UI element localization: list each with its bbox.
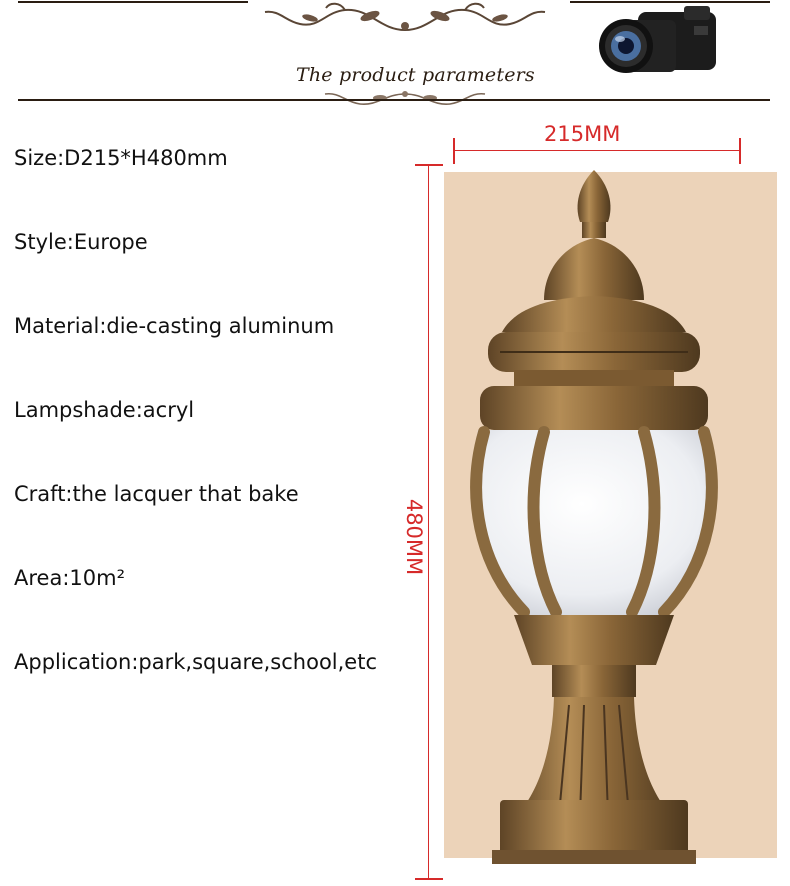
spec-material: Material:die-casting aluminum [14, 314, 335, 338]
height-tick-bottom [415, 878, 443, 880]
width-dimension-label: 215MM [544, 122, 621, 146]
ornament-top-icon [250, 0, 560, 36]
header-rule-top-right [570, 1, 770, 3]
spec-area: Area:10m² [14, 566, 125, 590]
camera-icon [598, 4, 718, 86]
header-rule-top [18, 1, 248, 3]
header-rule-bottom [18, 99, 770, 101]
height-dimension-label: 480MM [402, 498, 426, 576]
spec-size: Size:D215*H480mm [14, 146, 228, 170]
lamp-product-image [444, 160, 777, 880]
spec-style: Style:Europe [14, 230, 148, 254]
width-dimension-line [454, 150, 740, 151]
height-tick-top [415, 164, 443, 166]
spec-lampshade: Lampshade:acryl [14, 398, 195, 422]
spec-craft: Craft:the lacquer that bake [14, 482, 299, 506]
ornament-bottom-icon [290, 86, 520, 110]
page-title: The product parameters [296, 64, 535, 86]
height-dimension-line [428, 165, 429, 879]
spec-application: Application:park,square,school,etc [14, 650, 377, 674]
